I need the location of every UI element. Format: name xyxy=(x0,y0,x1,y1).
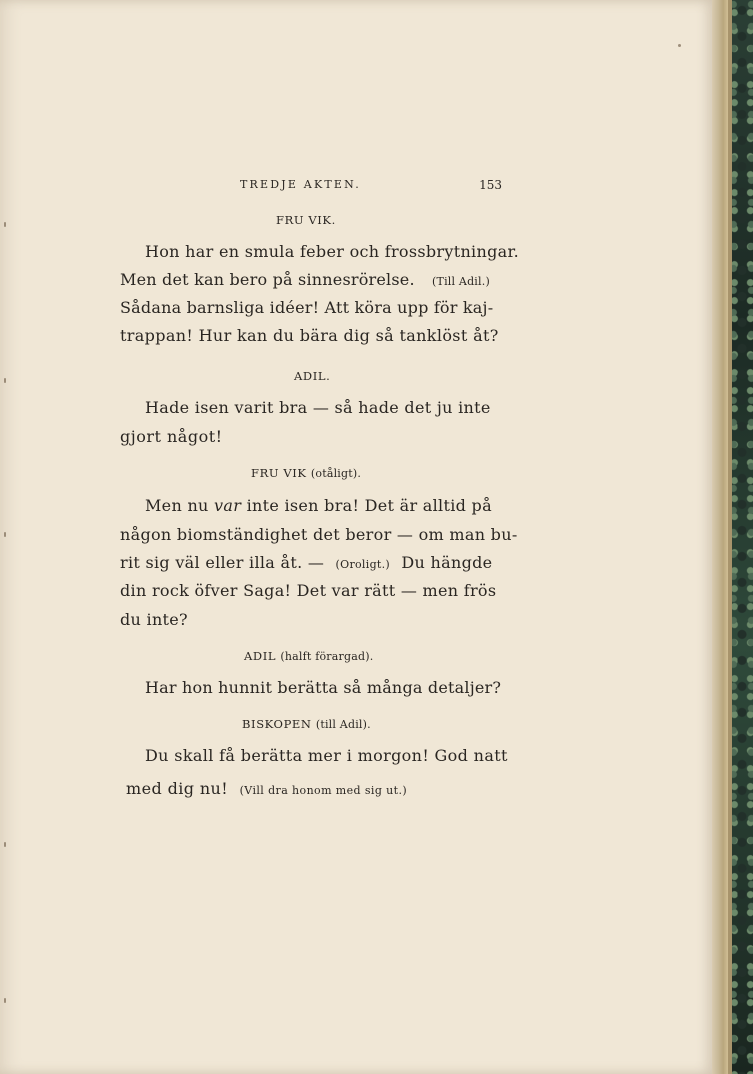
text-line: du inte? xyxy=(120,610,188,629)
speaker-direction: (otåligt). xyxy=(310,467,362,480)
spine-edge xyxy=(728,0,732,1074)
speaker-name: BISKOPEN xyxy=(242,717,312,731)
text-line: Sådana barnsliga idéer! Att köra upp för kaj- xyxy=(120,298,494,317)
stage-direction: (Oroligt.) xyxy=(335,558,391,571)
text-line: Hade isen varit bra — så hade det ju inte xyxy=(145,398,491,417)
speaker-heading xyxy=(242,717,371,731)
speaker-direction: (halft förargad). xyxy=(280,650,374,663)
speaker-heading xyxy=(244,649,373,663)
speaker-heading xyxy=(251,466,361,480)
speaker-direction: (till Adil). xyxy=(315,718,371,731)
text-segment: Men nu xyxy=(145,496,209,515)
text-segment: inte isen bra! Det är alltid på xyxy=(246,496,492,515)
emphasis-word: var xyxy=(214,496,242,515)
text-line: Hon har en smula feber och frossbrytningar. xyxy=(145,242,520,261)
speaker-name: ADIL xyxy=(244,649,277,663)
text-segment: Du hängde xyxy=(401,553,493,572)
running-title: TREDJE AKTEN. xyxy=(240,178,361,191)
speaker-name: FRU VIK xyxy=(251,466,307,480)
text-line: trappan! Hur kan du bära dig så tanklöst åt? xyxy=(120,326,499,345)
text-line: din rock öfver Saga! Det var rätt — men frös xyxy=(120,581,497,600)
text-line xyxy=(120,270,490,292)
text-line: Du skall få berätta mer i morgon! God natt xyxy=(145,746,508,765)
text-segment: med dig nu! xyxy=(126,779,229,798)
text-segment: Men det kan bero på sinnesrörelse. xyxy=(120,270,415,289)
text-line xyxy=(145,496,492,516)
text-line xyxy=(120,553,492,575)
text-line xyxy=(126,779,407,801)
running-header xyxy=(240,178,502,194)
text-line: gjort något! xyxy=(120,427,223,446)
text-line: någon biomständighet det beror — om man bu- xyxy=(120,525,518,544)
text-line: Har hon hunnit berätta så många detaljer? xyxy=(145,678,502,697)
stage-direction: (Vill dra honom med sig ut.) xyxy=(239,784,408,797)
speaker-heading: ADIL. xyxy=(294,369,331,383)
page-gutter xyxy=(712,0,728,1074)
speaker-heading: FRU VIK. xyxy=(276,213,336,227)
stage-direction: (Till Adil.) xyxy=(432,275,490,288)
text-segment: rit sig väl eller illa åt. — xyxy=(120,553,325,572)
page-number: 153 xyxy=(479,178,502,192)
